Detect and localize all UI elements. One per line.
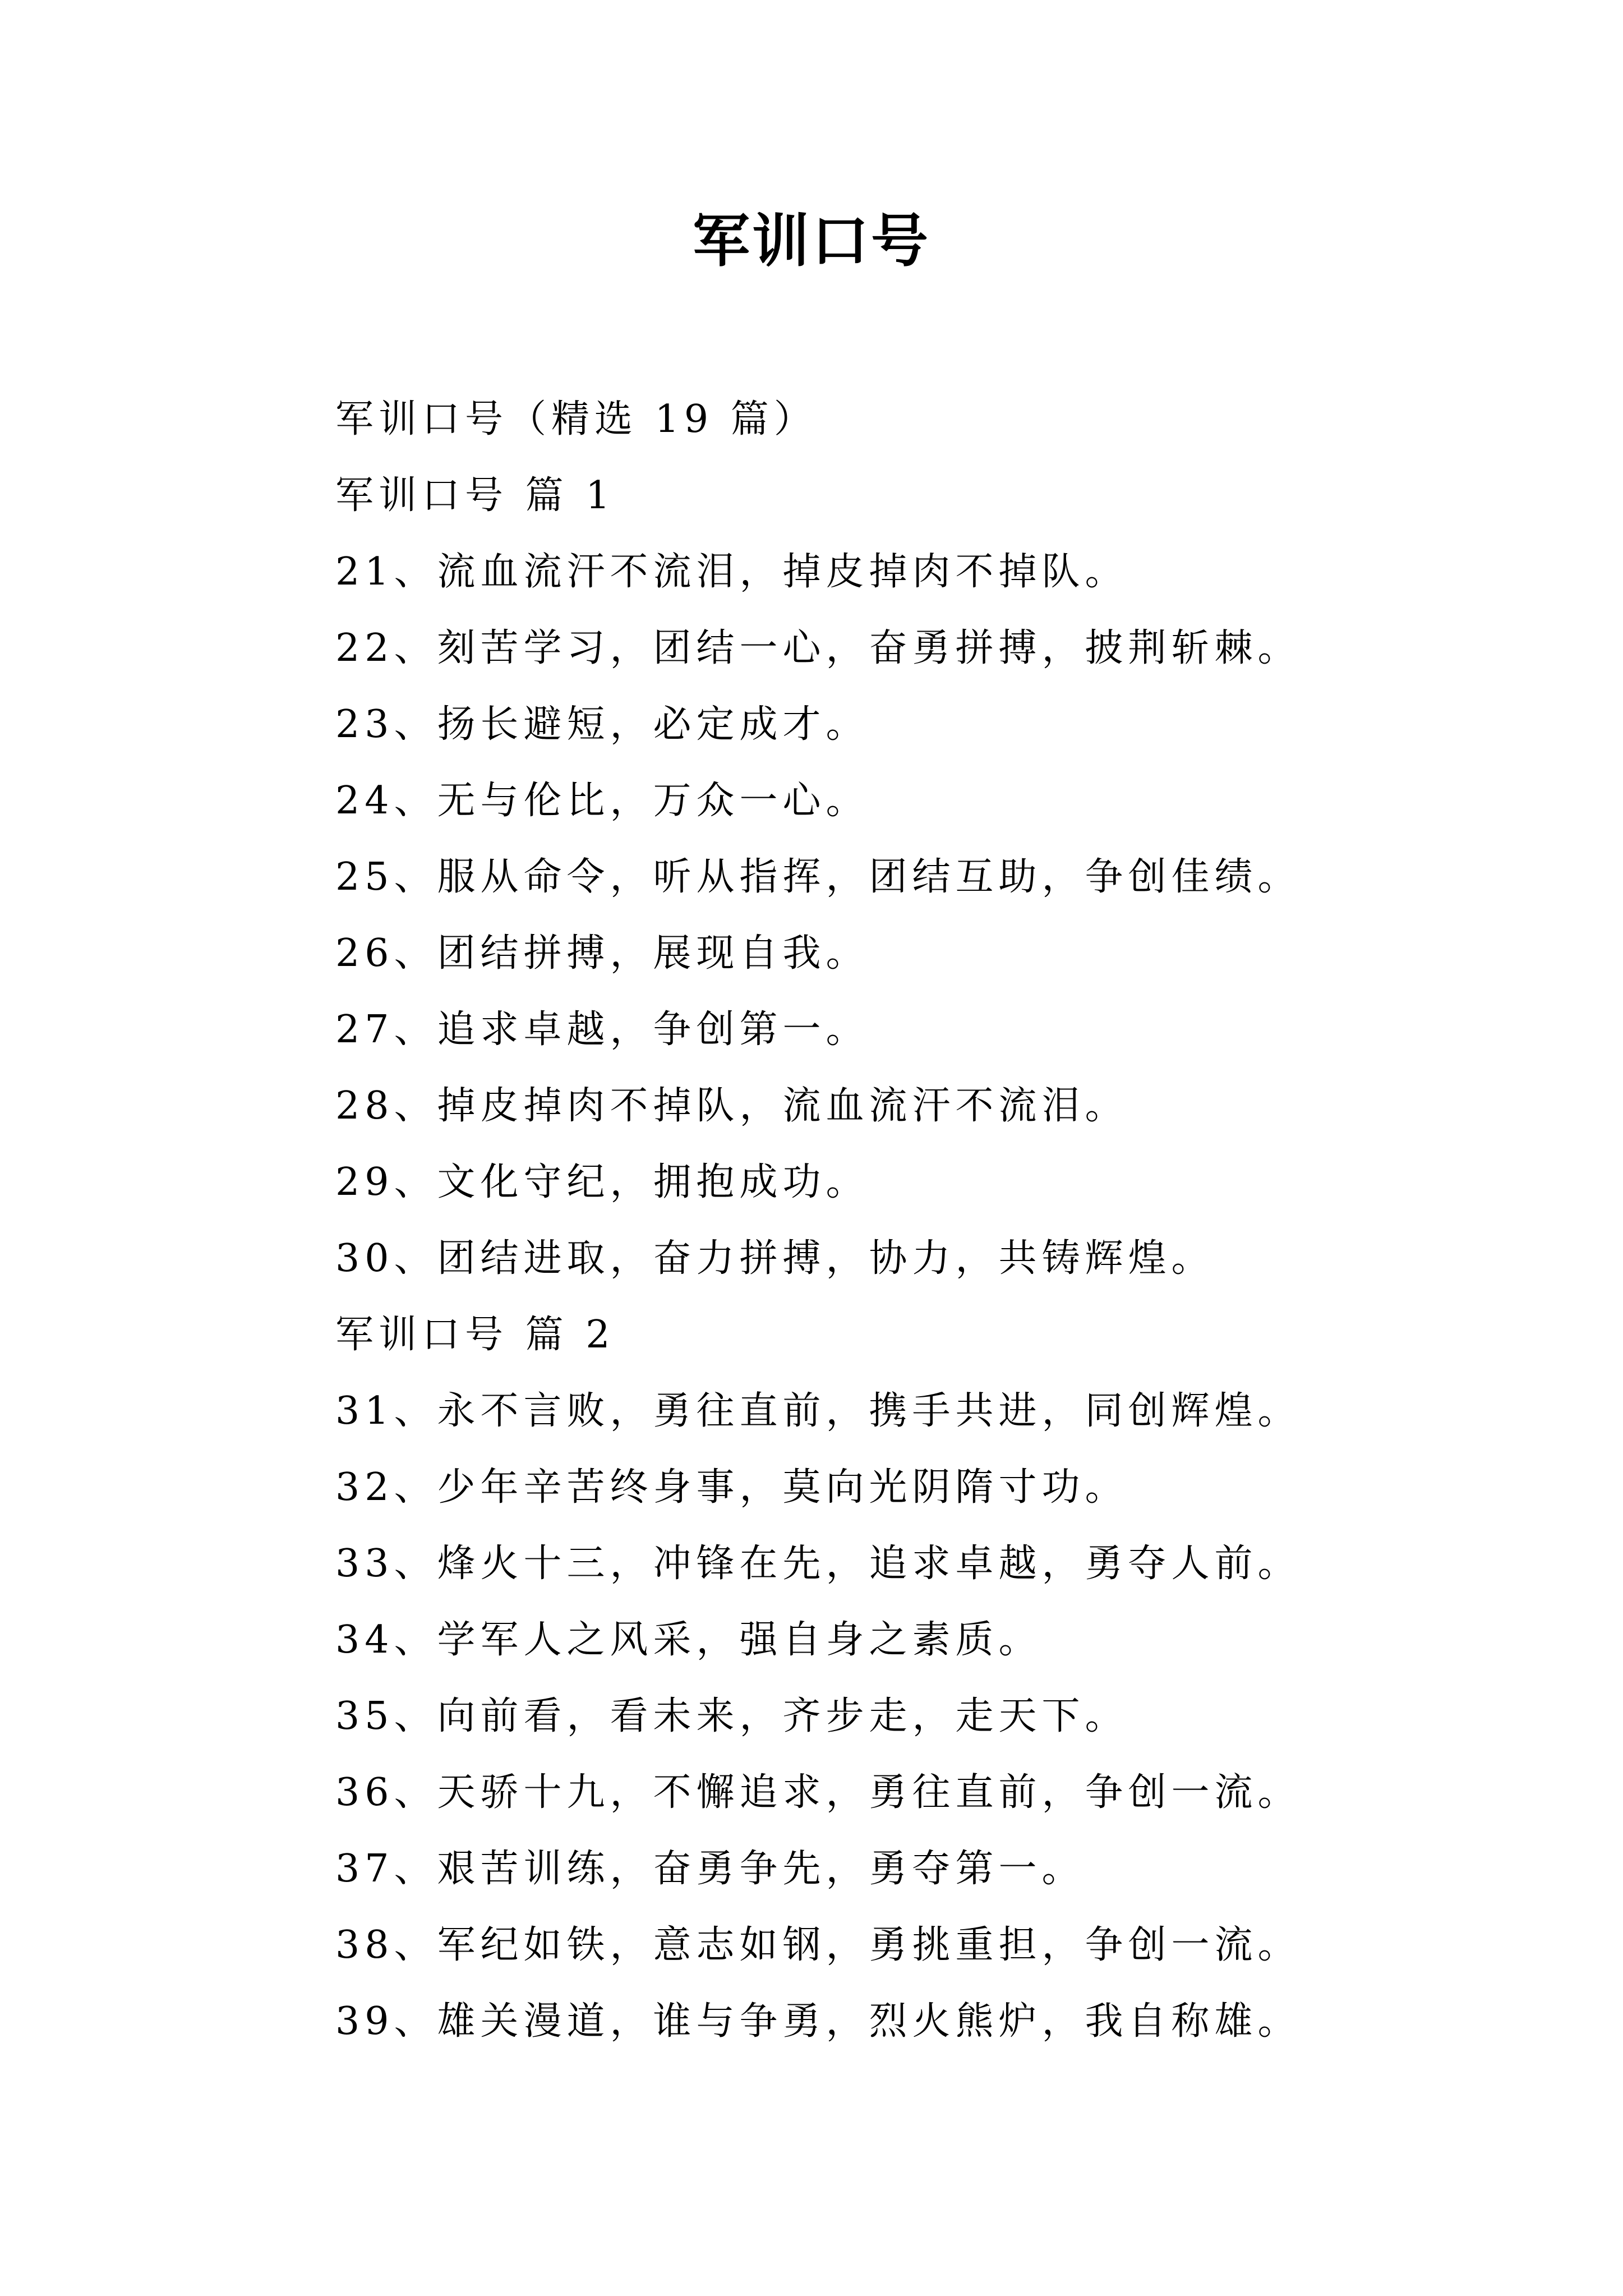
document-subtitle: 军训口号（精选 19 篇） xyxy=(335,397,817,441)
slogan-line: 36、天骄十九，不懈追求，勇往直前，争创一流。 xyxy=(335,1770,1301,1815)
page-title: 军训口号 xyxy=(693,208,930,275)
slogan-line: 32、少年辛苦终身事，莫向光阴隋寸功。 xyxy=(335,1465,1128,1510)
slogan-line: 26、团结拼搏，展现自我。 xyxy=(335,931,869,976)
slogan-line: 25、服从命令，听从指挥，团结互助，争创佳绩。 xyxy=(335,855,1301,899)
slogan-line: 30、团结进取，奋力拼搏，协力，共铸辉煌。 xyxy=(335,1236,1215,1281)
slogan-line: 39、雄关漫道，谁与争勇，烈火熊炉，我自称雄。 xyxy=(335,1999,1301,2044)
slogan-line: 37、艰苦训练，奋勇争先，勇夺第一。 xyxy=(335,1847,1085,1891)
slogan-line: 33、烽火十三，冲锋在先，追求卓越，勇夺人前。 xyxy=(335,1542,1301,1586)
slogan-line: 29、文化守纪，拥抱成功。 xyxy=(335,1160,869,1204)
slogan-line: 27、追求卓越，争创第一。 xyxy=(335,1007,869,1052)
slogan-line: 21、流血流汗不流泪，掉皮掉肉不掉队。 xyxy=(335,550,1128,594)
slogan-line: 24、无与伦比，万众一心。 xyxy=(335,779,869,823)
slogan-line: 22、刻苦学习，团结一心，奋勇拼搏，披荆斩棘。 xyxy=(335,626,1301,670)
slogan-line: 23、扬长避短，必定成才。 xyxy=(335,702,869,747)
slogan-line: 28、掉皮掉肉不掉队，流血流汗不流泪。 xyxy=(335,1084,1128,1128)
slogan-line: 34、学军人之风采，强自身之素质。 xyxy=(335,1618,1042,1662)
slogan-line: 38、军纪如铁，意志如钢，勇挑重担，争创一流。 xyxy=(335,1923,1301,1967)
section-heading-2: 军训口号 篇 2 xyxy=(335,1313,615,1357)
section-heading-1: 军训口号 篇 1 xyxy=(335,473,615,518)
slogan-line: 35、向前看，看未来，齐步走，走天下。 xyxy=(335,1694,1128,1738)
document-body xyxy=(335,381,1513,2060)
slogan-line: 31、永不言败，勇往直前，携手共进，同创辉煌。 xyxy=(335,1389,1301,1433)
